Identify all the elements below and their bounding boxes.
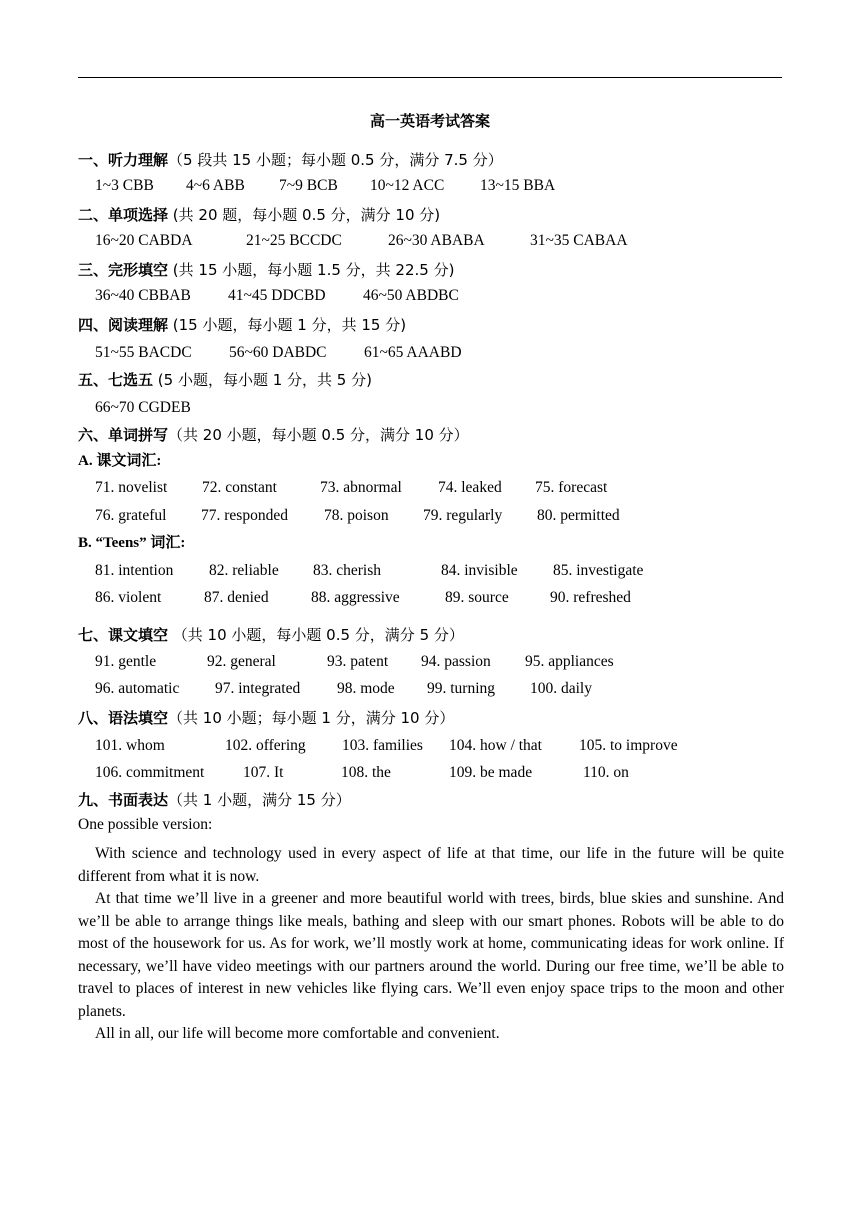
answer-item: 104. how / that (449, 737, 542, 754)
answer-item: 108. the (341, 764, 391, 781)
answer-item: 31~35 CABAA (530, 232, 628, 249)
section-note: (共 15 小题，每小题 1.5 分，共 22.5 分) (168, 261, 455, 279)
answer-item: 80. permitted (537, 507, 620, 524)
answer-item: 94. passion (421, 653, 491, 670)
section-title: 九、书面表达 (78, 791, 169, 809)
section-title: 五、七选五 (78, 371, 154, 389)
subsection-teens-vocabulary: B. “Teens” 词汇: (78, 535, 186, 551)
answer-item: 78. poison (324, 507, 389, 524)
section-note: (15 小题，每小题 1 分，共 15 分) (168, 316, 407, 334)
answer-item: 88. aggressive (311, 589, 400, 606)
answer-item: 84. invisible (441, 562, 518, 579)
section-title: 二、单项选择 (78, 206, 169, 224)
answer-item: 90. refreshed (550, 589, 631, 606)
answer-item: 76. grateful (95, 507, 167, 524)
answer-item: 16~20 CABDA (95, 232, 193, 249)
answer-item: 73. abnormal (320, 479, 402, 496)
top-rule (78, 77, 782, 78)
answer-item: 83. cherish (313, 562, 382, 579)
answer-item: 72. constant (202, 479, 277, 496)
section-note: (5 小题，每小题 1 分，共 5 分) (153, 371, 372, 389)
answer-item: 91. gentle (95, 653, 157, 670)
subsection-text-vocabulary: A. 课文词汇: (78, 453, 162, 469)
section-title: 七、课文填空 (78, 626, 169, 644)
answer-item: 61~65 AAABD (364, 344, 462, 361)
answer-item: 99. turning (427, 680, 496, 697)
section-seven-choose-five-header (78, 370, 372, 390)
essay-paragraph: At that time we’ll live in a greener and more beautiful world with trees, birds, blue skies and sunshine. And we’ll be able to arrange things like meals, bathing and sleep with our smart phones. Robots will be able to do most of the housework for us. As for work, we’ll mostly work at home, communicating ideas for work online. If necessary, we’ll have video meetings with our partners around the world. During our free time, we’ll be able to travel to places of interest in new vehicles like flying cars. We’ll even enjoy space trips to the moon and other planets. (78, 890, 784, 1020)
section-writing-header (78, 790, 351, 810)
section-single-choice-header (78, 205, 440, 225)
section-grammar-fill-header (78, 708, 454, 728)
answer-item: 85. investigate (553, 562, 644, 579)
answer-item: 1~3 CBB (95, 177, 154, 194)
section-note: （共 20 小题，每小题 0.5 分，满分 10 分） (168, 426, 469, 444)
answer-item: 26~30 ABABA (388, 232, 485, 249)
section-title: 六、单词拼写 (78, 426, 169, 444)
answer-item: 93. patent (327, 653, 389, 670)
answer-item: 100. daily (530, 680, 592, 697)
answer-item: 81. intention (95, 562, 174, 579)
answer-item: 56~60 DABDC (229, 344, 327, 361)
section-note: （5 段共 15 小题；每小题 0.5 分，满分 7.5 分） (168, 151, 503, 169)
answer-item: 110. on (583, 764, 629, 781)
section-note: (共 20 题，每小题 0.5 分，满分 10 分) (168, 206, 441, 224)
section-listening-header (78, 150, 503, 170)
answer-item: 92. general (207, 653, 276, 670)
answer-item: 71. novelist (95, 479, 168, 496)
answer-item: 41~45 DDCBD (228, 287, 326, 304)
answer-item: 51~55 BACDC (95, 344, 192, 361)
answer-item: 105. to improve (579, 737, 678, 754)
section-cloze-header (78, 260, 454, 280)
section-reading-header (78, 315, 406, 335)
answer-item: 96. automatic (95, 680, 180, 697)
answer-item: 82. reliable (209, 562, 279, 579)
section-note: （共 10 小题，每小题 0.5 分，满分 5 分） (168, 626, 464, 644)
page-title: 高一英语考试答案 (369, 112, 490, 130)
answer-item: 79. regularly (423, 507, 503, 524)
answer-item: 66~70 CGDEB (95, 399, 191, 416)
essay-paragraph: All in all, our life will become more comfortable and convenient. (95, 1025, 500, 1042)
answer-item: 109. be made (449, 764, 533, 781)
sample-essay (78, 843, 784, 1046)
section-note: （共 10 小题；每小题 1 分，满分 10 分） (168, 709, 455, 727)
answer-item: 36~40 CBBAB (95, 287, 191, 304)
answer-item: 98. mode (337, 680, 395, 697)
answer-item: 13~15 BBA (480, 177, 556, 194)
section-title: 一、听力理解 (78, 151, 169, 169)
section-title: 八、语法填空 (78, 709, 169, 727)
answer-item: 97. integrated (215, 680, 301, 697)
essay-paragraph: With science and technology used in every aspect of life at that time, our life in the future will be quite different from what it is now. (78, 845, 784, 885)
section-title: 四、阅读理解 (78, 316, 169, 334)
answer-item: 75. forecast (535, 479, 608, 496)
answer-item: 102. offering (225, 737, 306, 754)
answer-item: 46~50 ABDBC (363, 287, 459, 304)
section-note: （共 1 小题，满分 15 分） (168, 791, 351, 809)
section-text-fill-header (78, 625, 464, 645)
answer-item: 107. It (243, 764, 284, 781)
answer-item: 87. denied (204, 589, 269, 606)
answer-item: 21~25 BCCDC (246, 232, 342, 249)
answer-item: 95. appliances (525, 653, 614, 670)
answer-item: 74. leaked (438, 479, 502, 496)
essay-label: One possible version: (78, 816, 213, 833)
section-title: 三、完形填空 (78, 261, 169, 279)
answer-item: 4~6 ABB (186, 177, 245, 194)
answer-item: 103. families (342, 737, 423, 754)
section-spelling-header (78, 425, 469, 445)
answer-item: 7~9 BCB (279, 177, 338, 194)
answer-item: 86. violent (95, 589, 162, 606)
answer-item: 89. source (445, 589, 509, 606)
answer-item: 106. commitment (95, 764, 205, 781)
answer-item: 10~12 ACC (370, 177, 445, 194)
answer-item: 101. whom (95, 737, 165, 754)
answer-item: 77. responded (201, 507, 288, 524)
